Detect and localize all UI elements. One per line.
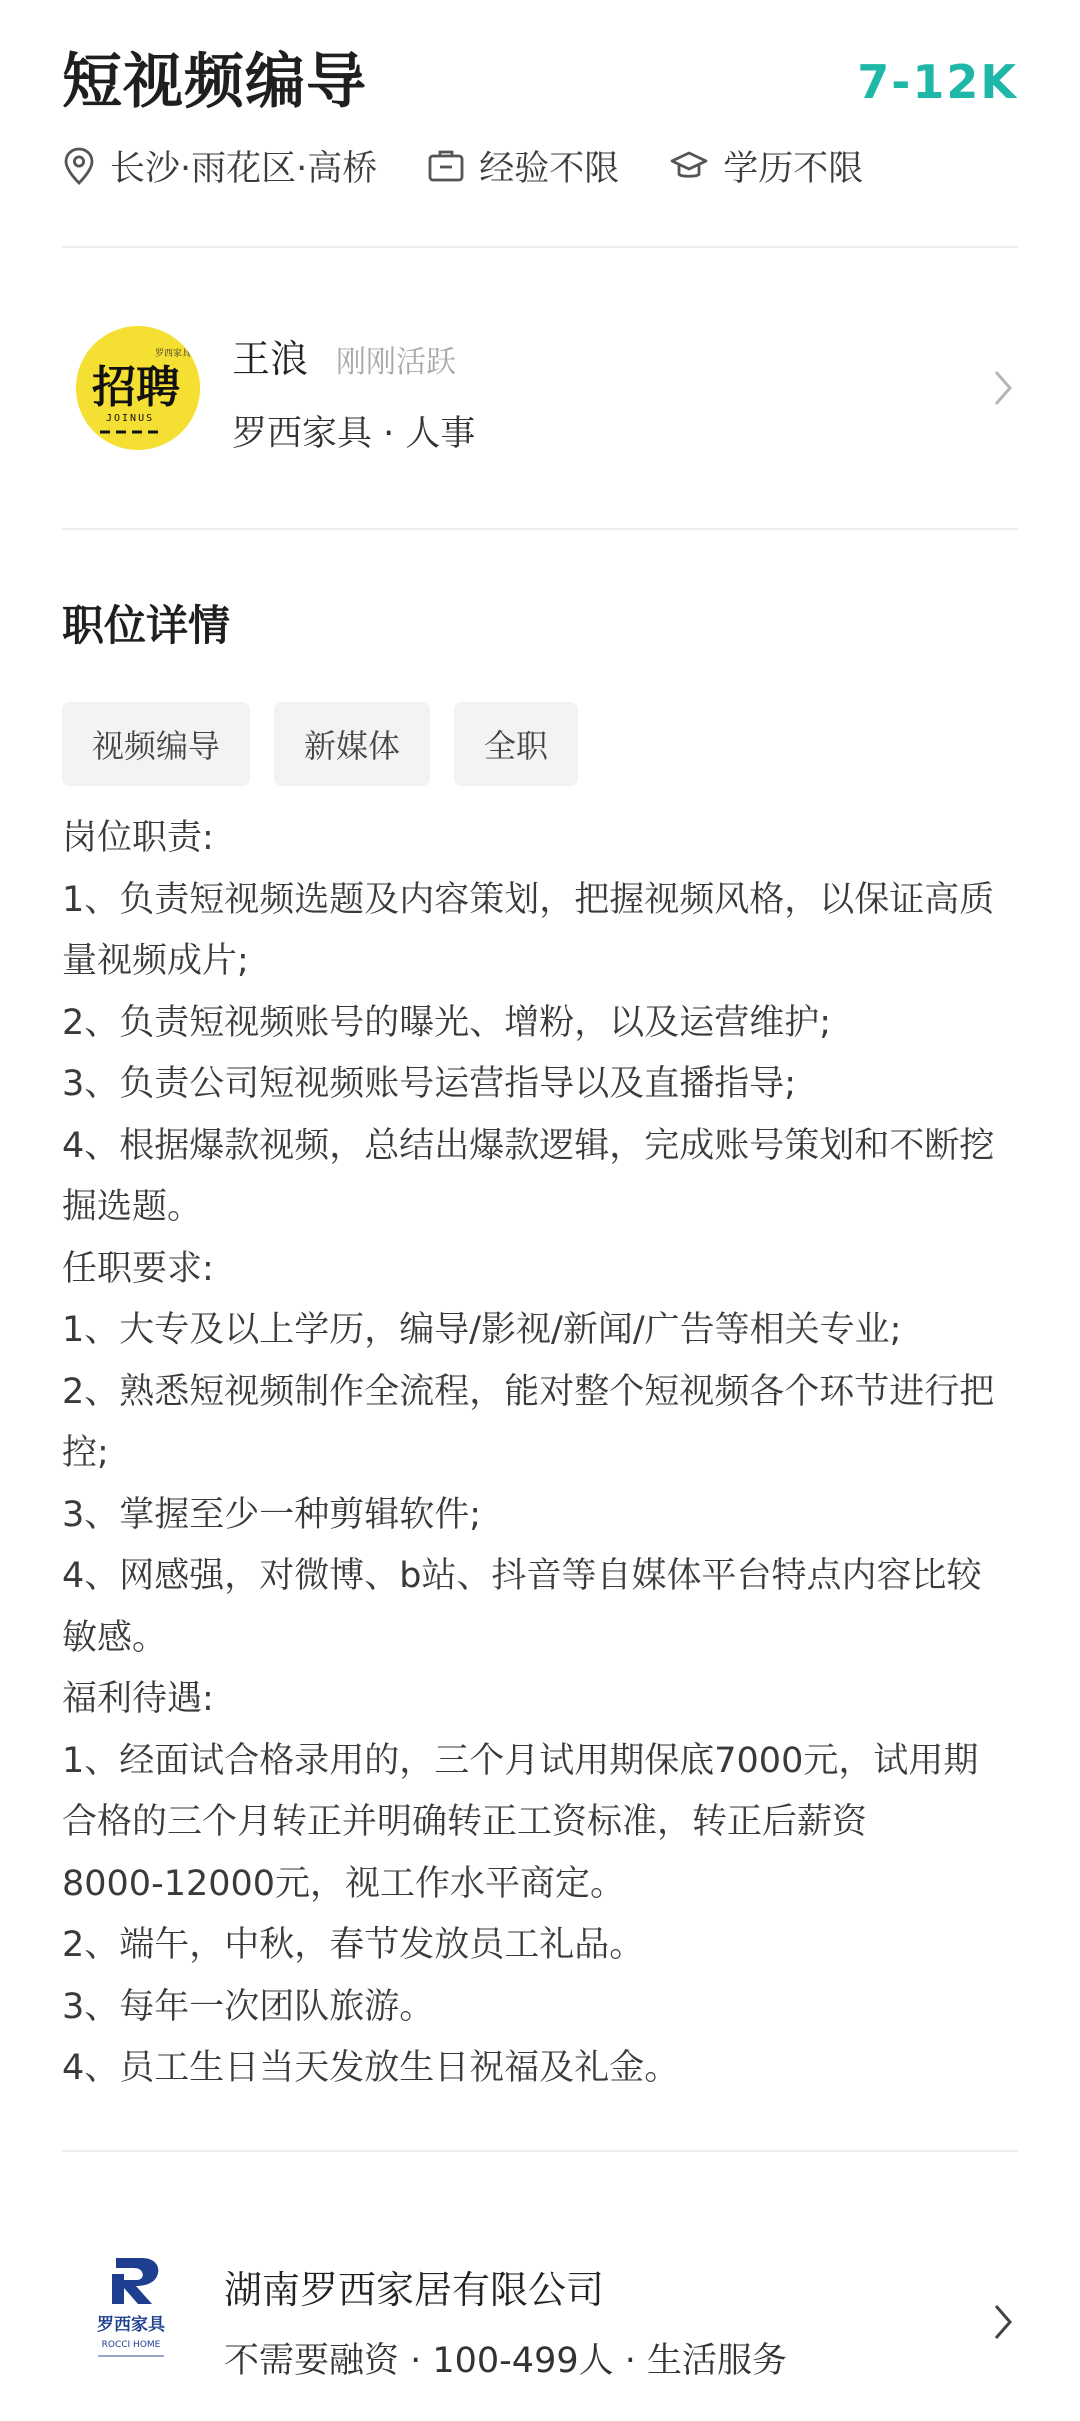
graduation-cap-icon: [669, 149, 709, 183]
chevron-right-icon[interactable]: [988, 366, 1018, 410]
description-line: 2、端午，中秋，春节发放员工礼品。: [62, 1925, 645, 1965]
avatar-mark-text: 罗西家具: [155, 349, 192, 359]
recruiter-company-role: 罗西家具 · 人事: [232, 414, 476, 454]
description-line: 3、掌握至少一种剪辑软件;: [62, 1494, 482, 1535]
job-tag: 全职: [454, 702, 578, 786]
description-line: 1、经面试合格录用的，三个月试用期保底7000元，试用期: [62, 1740, 979, 1781]
company-info: 不需要融资 · 100-499人 · 生活服务: [224, 2340, 787, 2381]
recruiter-name: 王浪: [232, 337, 309, 381]
section-title: 职位详情: [62, 601, 231, 650]
description-line: 敏感。: [62, 1617, 168, 1658]
company-logo-en: ROCCI HOME: [101, 2339, 161, 2350]
recruiter-avatar[interactable]: [76, 326, 200, 450]
description-line: 4、网感强，对微博、b站、抖音等自媒体平台特点内容比较: [62, 1556, 982, 1596]
avatar-text: 招聘: [92, 362, 180, 413]
job-tag: 新媒体: [274, 702, 430, 786]
description-line: 任职要求:: [62, 1248, 214, 1289]
job-title: 短视频编导: [62, 47, 367, 117]
experience-item: [427, 141, 619, 191]
description-line: 4、员工生日当天发放生日祝福及礼金。: [62, 2048, 680, 2088]
description-line: 合格的三个月转正并明确转正工资标准，转正后薪资: [62, 1802, 868, 1842]
description-line: 量视频成片;: [62, 941, 249, 981]
description-line: 3、每年一次团队旅游。: [62, 1986, 435, 2027]
divider: [62, 528, 1018, 530]
recruiter-name-row: [232, 328, 456, 383]
description-line: 3、负责公司短视频账号运营指导以及直播指导;: [62, 1064, 797, 1104]
salary: 7-12K: [857, 55, 1018, 109]
job-description: [62, 808, 1018, 2100]
description-line: 4、根据爆款视频，总结出爆款逻辑，完成账号策划和不断挖: [62, 1125, 995, 1166]
recruiter-active-status: 刚刚活跃: [336, 345, 457, 380]
description-line: 福利待遇:: [62, 1679, 214, 1719]
briefcase-icon: [427, 148, 465, 184]
description-line: 掘选题。: [62, 1187, 203, 1227]
job-tags: [62, 702, 1018, 786]
description-line: 2、负责短视频账号的曝光、增粉，以及运营维护;: [62, 1002, 832, 1043]
company-name: 湖南罗西家居有限公司: [224, 2267, 605, 2312]
description-line: 岗位职责:: [62, 818, 214, 858]
location-text: 长沙·雨花区·高桥: [110, 149, 378, 189]
recruiter-card[interactable]: [62, 248, 1018, 528]
job-meta-row: [62, 138, 863, 194]
experience-text: 经验不限: [479, 149, 620, 189]
company-card[interactable]: [62, 2200, 1018, 2400]
avatar-sub-text: JOINUS: [106, 413, 155, 424]
description-line: 2、熟悉短视频制作全流程，能对整个短视频各个环节进行把: [62, 1371, 995, 1412]
description-line: 8000-12000元，视工作水平商定。: [62, 1863, 626, 1904]
description-line: 1、负责短视频选题及内容策划，把握视频风格，以保证高质: [62, 879, 995, 920]
chevron-right-icon[interactable]: [988, 2300, 1018, 2344]
company-logo-cn: 罗西家具: [97, 2314, 165, 2335]
location-item[interactable]: [62, 141, 377, 191]
job-header: [62, 0, 1018, 246]
location-pin-icon: [62, 146, 96, 186]
description-line: 1、大专及以上学历，编导/影视/新闻/广告等相关专业;: [62, 1310, 902, 1350]
education-item: [669, 141, 863, 191]
description-line: 控;: [62, 1433, 109, 1473]
divider: [62, 2150, 1018, 2152]
company-logo[interactable]: [76, 2252, 186, 2370]
education-text: 学历不限: [723, 149, 864, 189]
job-tag: 视频编导: [62, 702, 250, 786]
